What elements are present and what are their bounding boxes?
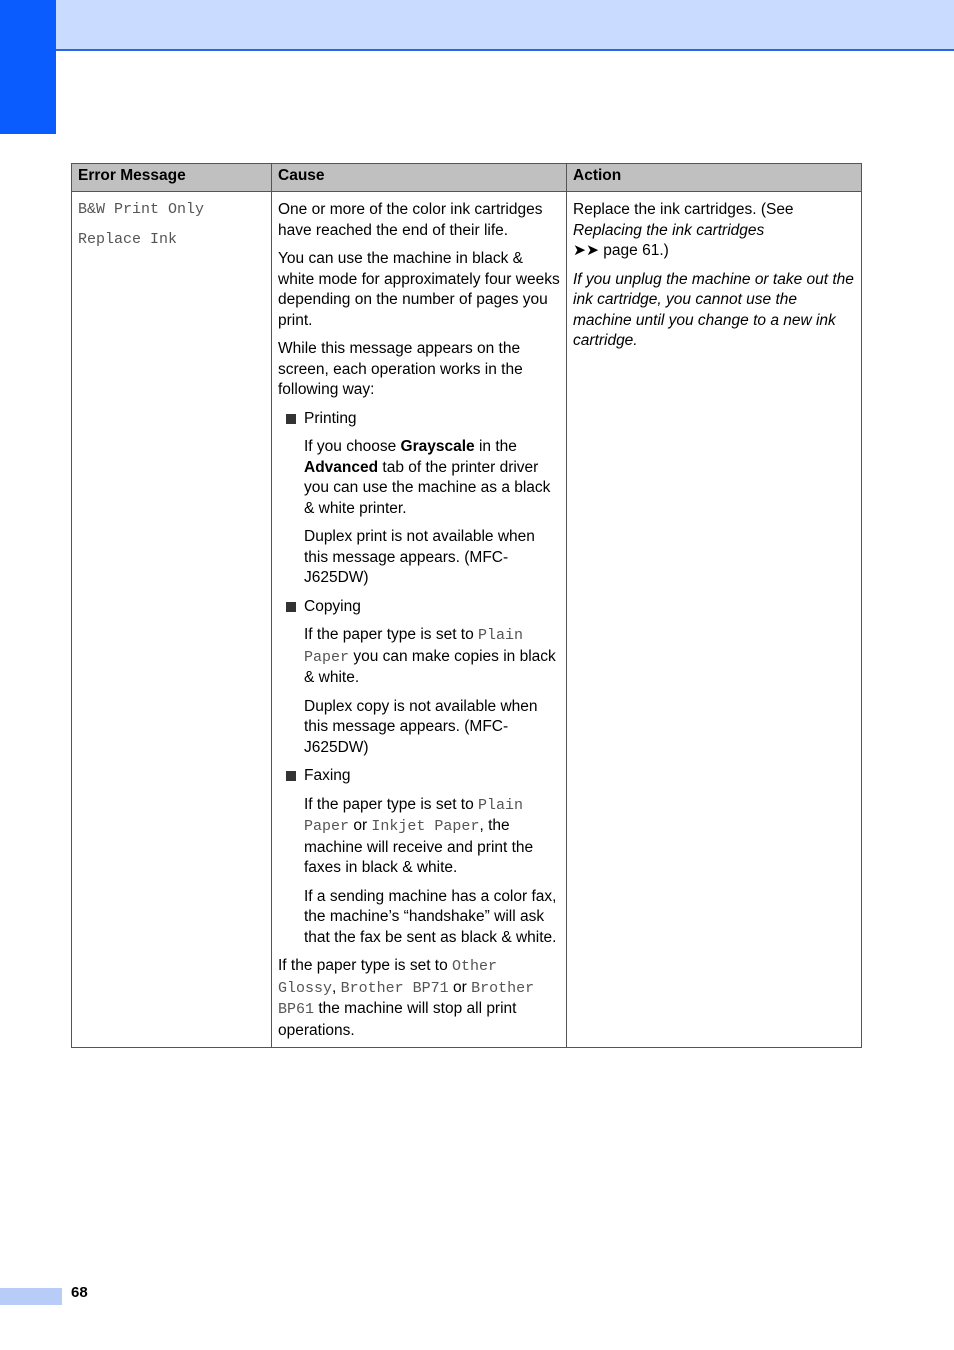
faxing-details <box>304 795 560 949</box>
header-error-message: Error Message <box>72 164 272 192</box>
footer-bar <box>0 1288 62 1305</box>
double-arrow-icon: ➤➤ <box>573 242 599 259</box>
table-row <box>72 192 862 1048</box>
action-cell <box>567 192 862 1048</box>
detail-text: If you choose Grayscale in the Advanced tab of the printer driver you can use the machine as a black & white printer. <box>304 438 551 517</box>
square-bullet-icon <box>286 602 296 612</box>
bullet-title: Faxing <box>304 767 351 784</box>
cause-text: While this message appears on the screen, each operation works in the following way: <box>278 340 523 398</box>
cause-cell <box>272 192 567 1048</box>
cause-text: If the paper type is set to Other Glossy, Brother BP71 or Brother BP61 the machine will stop all print operations. <box>278 957 535 1039</box>
cause-text: One or more of the color ink cartridges have reached the end of their life. <box>278 201 543 239</box>
table-header-row <box>72 164 862 192</box>
error-table <box>71 163 862 1048</box>
action-note: If you unplug the machine or take out the ink cartridge, you cannot use the machine until you change to a new ink cartridge. <box>573 270 854 349</box>
cause-text: You can use the machine in black & white mode for approximately four weeks depending on the number of pages you print. <box>278 250 560 329</box>
detail-text: If the paper type is set to Plain Paper you can make copies in black & white. <box>304 626 556 686</box>
bullet-copying <box>278 597 560 618</box>
error-message: B&W Print Only <box>78 201 205 218</box>
error-message: Replace Ink <box>78 231 178 248</box>
header-cause: Cause <box>272 164 567 192</box>
chapter-tab <box>0 0 56 134</box>
detail-text: If the paper type is set to Plain Paper or Inkjet Paper, the machine will receive and print the faxes in black & white. <box>304 795 534 876</box>
square-bullet-icon <box>286 771 296 781</box>
copying-details <box>304 625 560 758</box>
header-action: Action <box>567 164 862 192</box>
detail-text: If a sending machine has a color fax, the machine’s “handshake” will ask that the fax be sent as black & white. <box>304 887 557 946</box>
square-bullet-icon <box>286 414 296 424</box>
header-band <box>0 0 954 51</box>
error-message-cell <box>72 192 272 1048</box>
detail-text: Duplex print is not available when this message appears. (MFC-J625DW) <box>304 528 535 586</box>
printing-details <box>304 437 560 589</box>
bullet-printing <box>278 409 560 430</box>
bullet-title: Printing <box>304 409 357 427</box>
bullet-title: Copying <box>304 597 361 615</box>
page-number: 68 <box>71 1284 88 1301</box>
bullet-faxing <box>278 766 560 787</box>
detail-text: Duplex copy is not available when this message appears. (MFC-J625DW) <box>304 697 538 756</box>
action-text: Replace the ink cartridges. (See Replacing the ink cartridges ➤➤ page 61.) <box>573 201 794 259</box>
